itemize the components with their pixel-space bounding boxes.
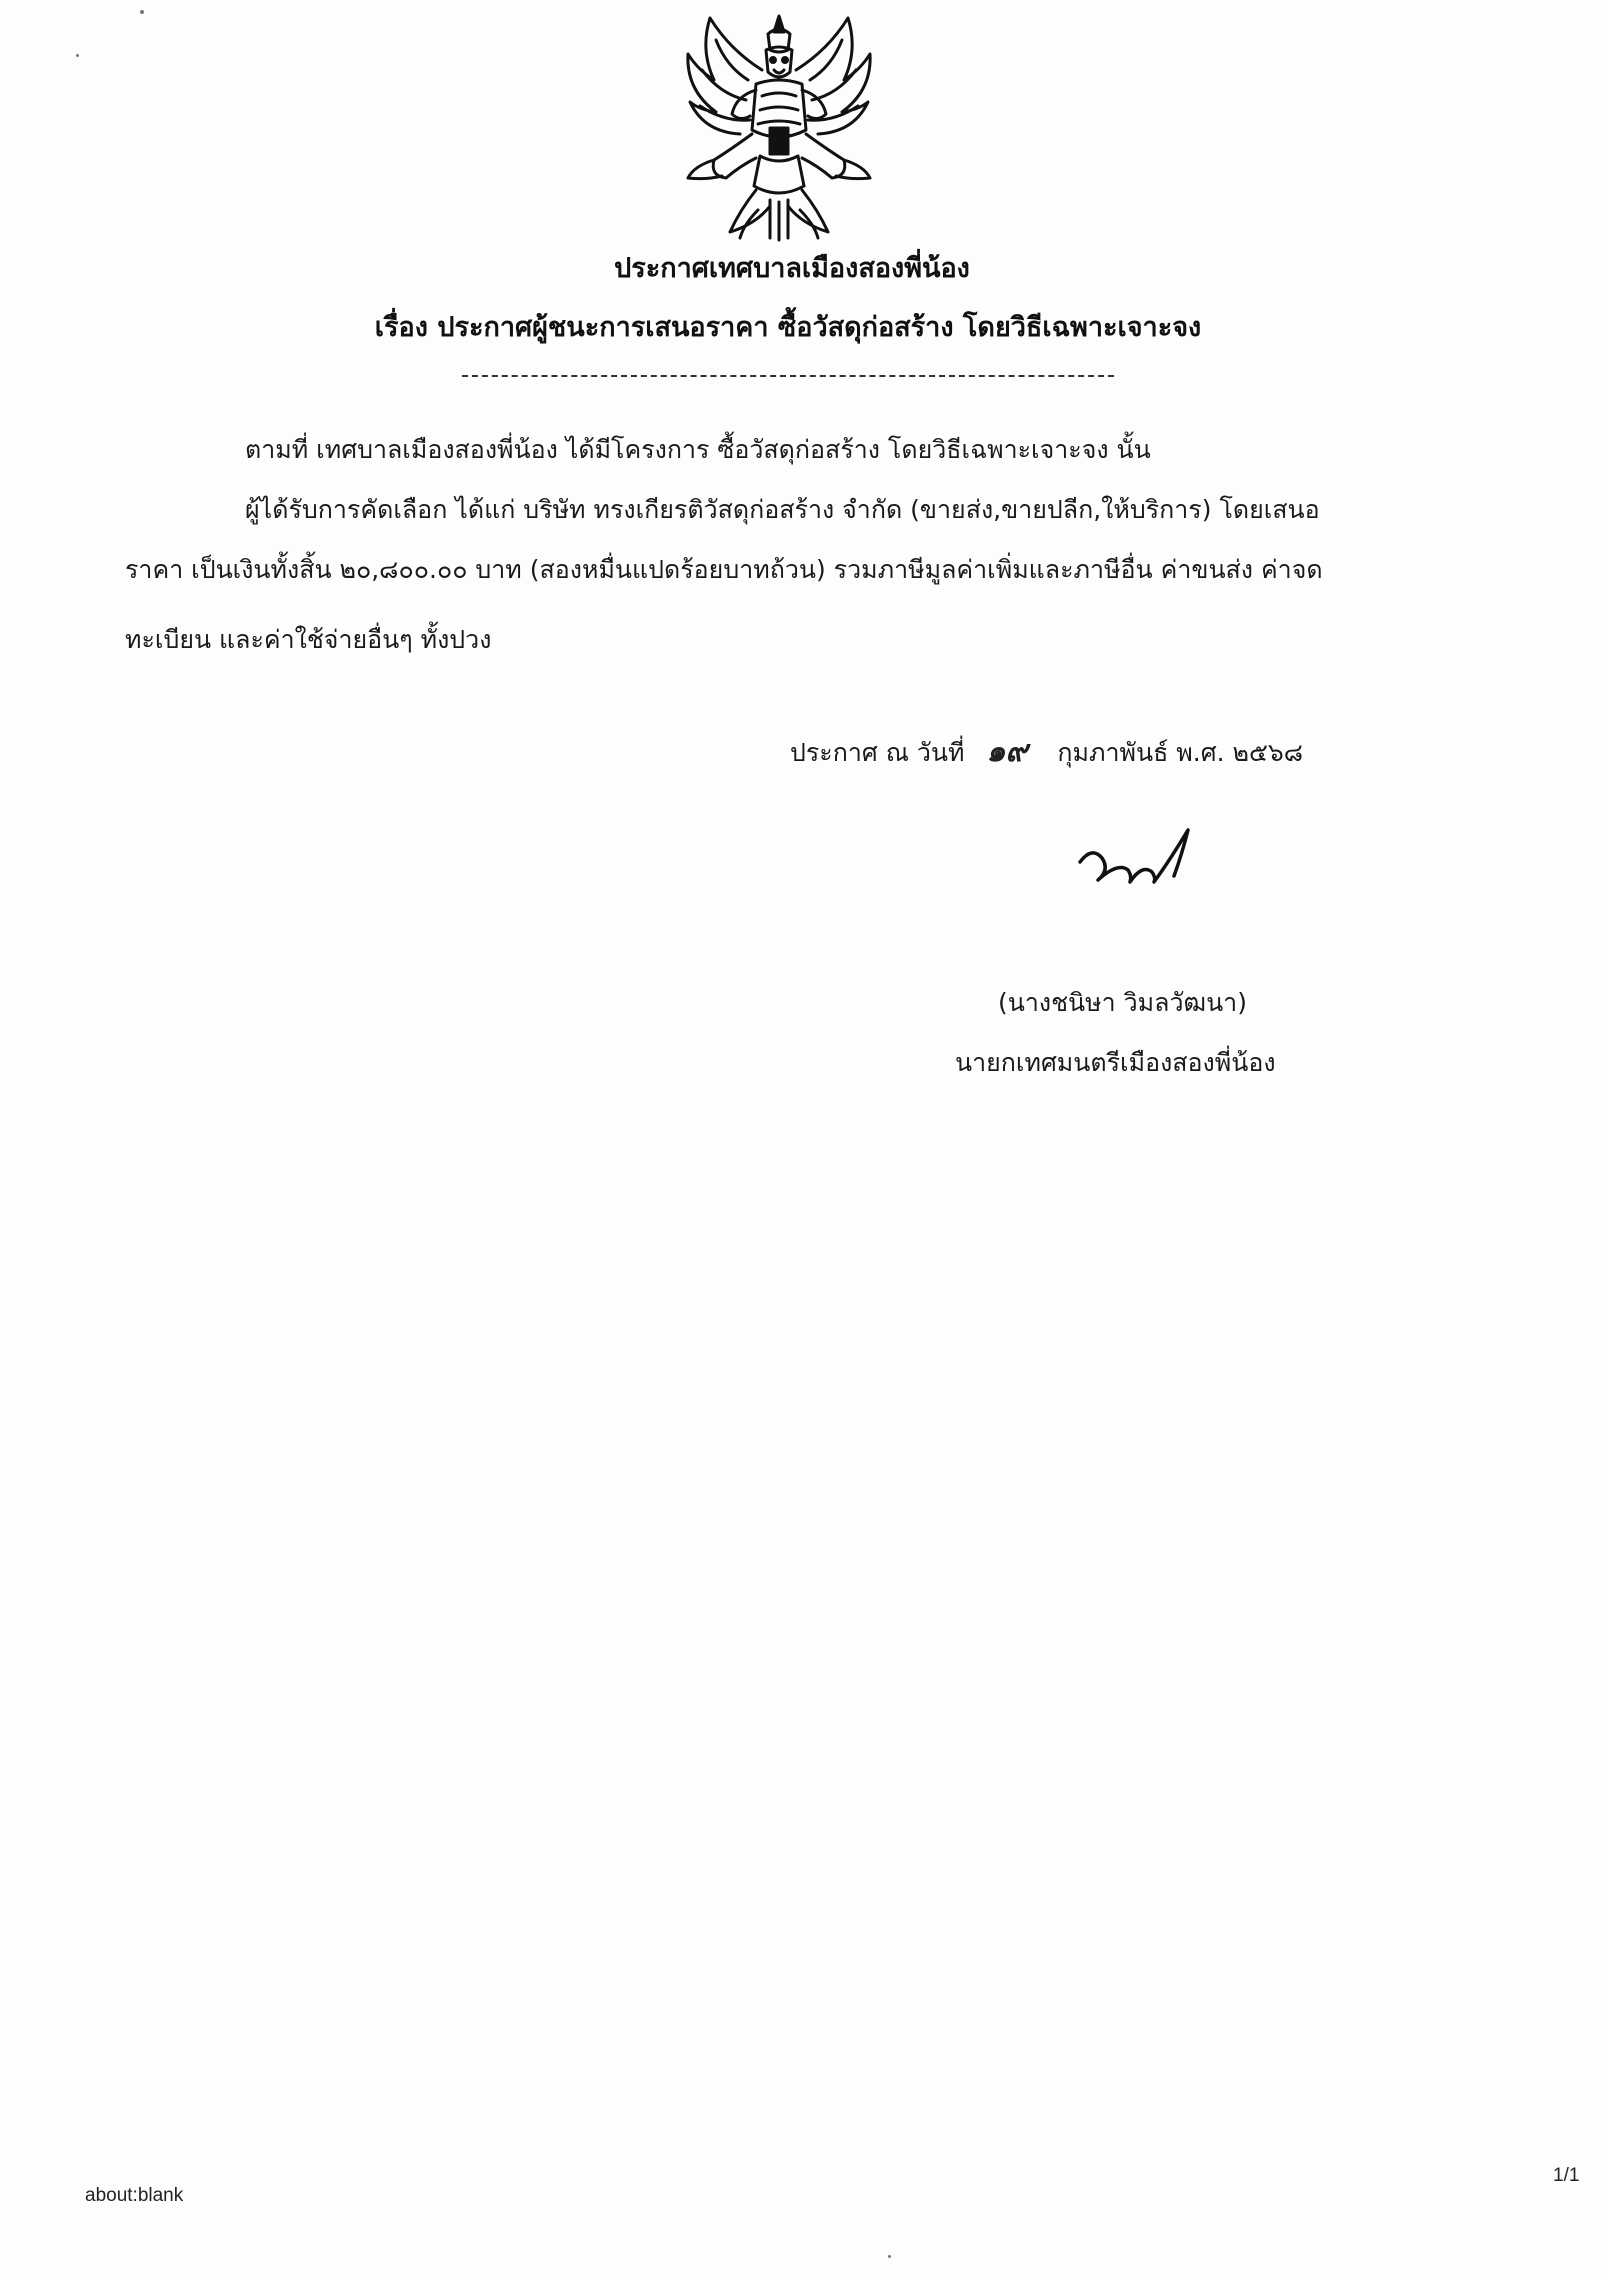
- signer-position: นายกเทศมนตรีเมืองสองพี่น้อง: [955, 1048, 1276, 1077]
- handwritten-signature: [1070, 810, 1220, 910]
- scan-speck: [140, 10, 144, 14]
- document-subject: เรื่อง ประกาศผู้ชนะการเสนอราคา ซื้อวัสดุก่อสร้าง โดยวิธีเฉพาะเจาะจง: [374, 312, 1202, 343]
- footer-url: about:blank: [85, 2185, 184, 2206]
- announce-date-prefix: ประกาศ ณ วันที่: [790, 738, 965, 767]
- footer-page-number: 1/1: [1553, 2165, 1580, 2186]
- separator-line: [462, 375, 1114, 377]
- scan-speck: [888, 2255, 891, 2258]
- garuda-emblem-icon: [670, 10, 888, 242]
- paragraph-line-3: ราคา เป็นเงินทั้งสิ้น ๒๐,๘๐๐.๐๐ บาท (สองหมื่นแปดร้อยบาทถ้วน) รวมภาษีมูลค่าเพิ่มและภาษีอื่น ค่าขนส่ง ค่าจด: [125, 555, 1323, 584]
- announce-date: [790, 728, 1303, 775]
- scan-speck: [76, 54, 79, 57]
- announce-date-day: ๑๙: [986, 734, 1028, 769]
- paragraph-line-4: ทะเบียน และค่าใช้จ่ายอื่นๆ ทั้งปวง: [125, 625, 492, 654]
- paragraph-line-2: ผู้ได้รับการคัดเลือก ได้แก่ บริษัท ทรงเกียรติวัสดุก่อสร้าง จำกัด (ขายส่ง,ขายปลีก,ให้บริการ) โดยเสนอ: [245, 495, 1320, 524]
- paragraph-line-1: ตามที่ เทศบาลเมืองสองพี่น้อง ได้มีโครงการ ซื้อวัสดุก่อสร้าง โดยวิธีเฉพาะเจาะจง นั้น: [245, 435, 1151, 464]
- document-heading: ประกาศเทศบาลเมืองสองพี่น้อง: [614, 253, 970, 284]
- signer-name: (นางชนิษา วิมลวัฒนา): [998, 988, 1247, 1017]
- announce-date-month-year: กุมภาพันธ์ พ.ศ. ๒๕๖๘: [1057, 738, 1304, 767]
